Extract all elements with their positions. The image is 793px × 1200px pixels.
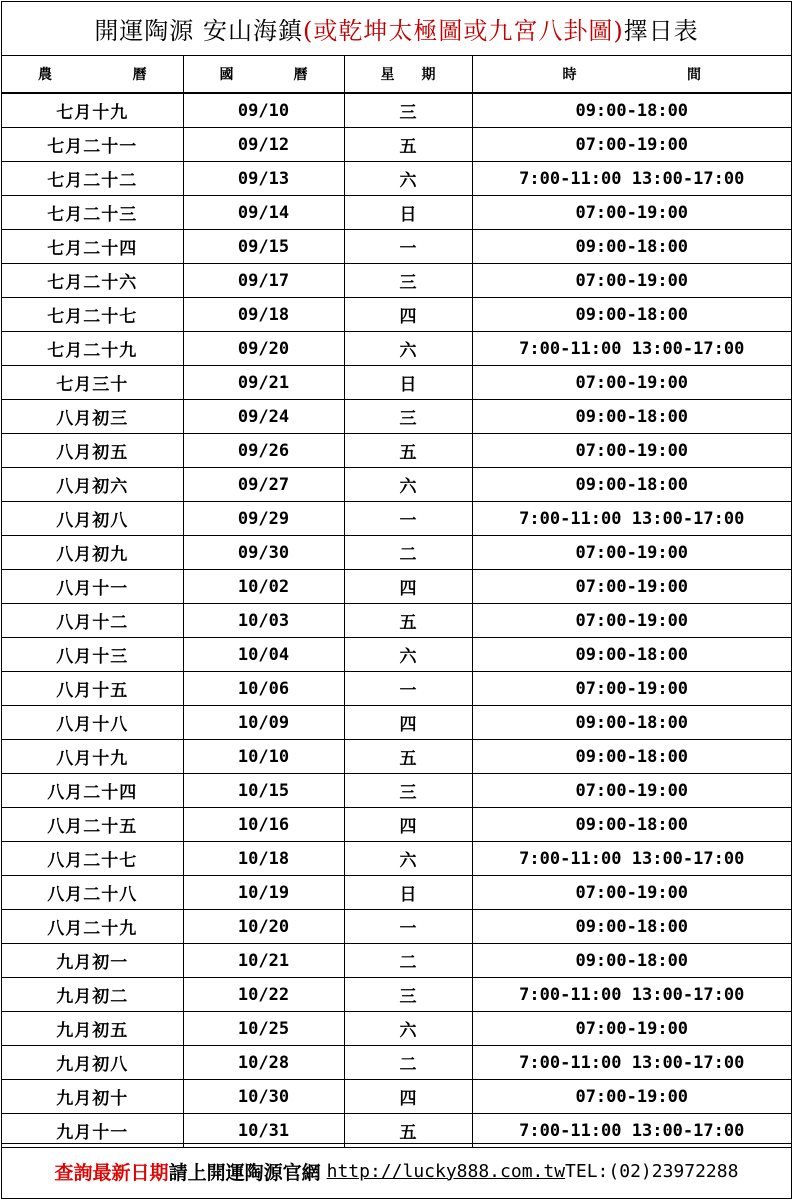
table-row <box>2 570 791 604</box>
title-main: 開運陶源 安山海鎮 <box>94 17 303 45</box>
lunar-date-cell: 八月十二 <box>2 604 183 638</box>
gregorian-date-cell: 09/12 <box>183 128 344 162</box>
time-range-cell: 07:00-19:00 <box>472 1080 791 1114</box>
table-row <box>2 468 791 502</box>
lunar-date-cell: 八月初三 <box>2 400 183 434</box>
weekday-cell: 五 <box>344 434 472 468</box>
schedule-table <box>2 56 791 1148</box>
lunar-date-cell: 八月二十八 <box>2 876 183 910</box>
lunar-date-cell: 七月二十七 <box>2 298 183 332</box>
gregorian-date-cell: 09/13 <box>183 162 344 196</box>
table-row <box>2 298 791 332</box>
weekday-cell: 日 <box>344 366 472 400</box>
header-lunar <box>2 56 183 93</box>
weekday-cell: 二 <box>344 1046 472 1080</box>
header-weekday <box>344 56 472 93</box>
lunar-date-cell: 七月二十六 <box>2 264 183 298</box>
gregorian-date-cell: 10/21 <box>183 944 344 978</box>
lunar-date-cell: 八月十九 <box>2 740 183 774</box>
weekday-cell: 日 <box>344 876 472 910</box>
time-range-cell: 07:00-19:00 <box>472 434 791 468</box>
title-tail: 擇日表 <box>623 17 699 45</box>
gregorian-date-cell: 10/02 <box>183 570 344 604</box>
gregorian-date-cell: 09/14 <box>183 196 344 230</box>
table-row <box>2 604 791 638</box>
lunar-date-cell: 七月二十二 <box>2 162 183 196</box>
weekday-cell: 六 <box>344 468 472 502</box>
time-range-cell: 09:00-18:00 <box>472 400 791 434</box>
weekday-cell: 四 <box>344 808 472 842</box>
table-row <box>2 876 791 910</box>
table-header-row <box>2 56 791 93</box>
table-row <box>2 978 791 1012</box>
time-range-cell: 07:00-19:00 <box>472 1012 791 1046</box>
time-range-cell: 7:00-11:00 13:00-17:00 <box>472 842 791 876</box>
gregorian-date-cell: 10/10 <box>183 740 344 774</box>
time-range-cell: 07:00-19:00 <box>472 672 791 706</box>
weekday-cell: 三 <box>344 93 472 128</box>
table-row <box>2 638 791 672</box>
gregorian-date-cell: 10/20 <box>183 910 344 944</box>
gregorian-date-cell: 10/15 <box>183 774 344 808</box>
weekday-cell: 四 <box>344 298 472 332</box>
weekday-cell: 五 <box>344 1114 472 1148</box>
table-row <box>2 264 791 298</box>
gregorian-date-cell: 09/18 <box>183 298 344 332</box>
footer-highlight: 查詢最新日期 <box>54 1161 169 1184</box>
lunar-date-cell: 七月二十四 <box>2 230 183 264</box>
weekday-cell: 六 <box>344 638 472 672</box>
header-gregorian-char-1: 國 <box>219 67 234 83</box>
header-time <box>472 56 791 93</box>
table-row <box>2 93 791 128</box>
gregorian-date-cell: 09/10 <box>183 93 344 128</box>
website-link[interactable]: http://lucky888.com.tw <box>326 1160 566 1182</box>
table-row <box>2 910 791 944</box>
table-row <box>2 672 791 706</box>
table-row <box>2 400 791 434</box>
time-range-cell: 07:00-19:00 <box>472 570 791 604</box>
gregorian-date-cell: 09/24 <box>183 400 344 434</box>
lunar-date-cell: 七月二十三 <box>2 196 183 230</box>
lunar-date-cell: 八月二十九 <box>2 910 183 944</box>
weekday-cell: 六 <box>344 842 472 876</box>
weekday-cell: 一 <box>344 672 472 706</box>
weekday-cell: 六 <box>344 1012 472 1046</box>
page-title <box>2 2 791 56</box>
lunar-date-cell: 八月初九 <box>2 536 183 570</box>
time-range-cell: 09:00-18:00 <box>472 808 791 842</box>
time-range-cell: 09:00-18:00 <box>472 298 791 332</box>
gregorian-date-cell: 09/29 <box>183 502 344 536</box>
lunar-date-cell: 九月初五 <box>2 1012 183 1046</box>
gregorian-date-cell: 09/26 <box>183 434 344 468</box>
footer-telephone: TEL:(02)23972288 <box>565 1160 739 1182</box>
table-row <box>2 1046 791 1080</box>
time-range-cell: 09:00-18:00 <box>472 468 791 502</box>
table-row <box>2 230 791 264</box>
lunar-date-cell: 八月二十七 <box>2 842 183 876</box>
gregorian-date-cell: 09/17 <box>183 264 344 298</box>
time-range-cell: 09:00-18:00 <box>472 706 791 740</box>
lunar-date-cell: 八月初五 <box>2 434 183 468</box>
header-time-char-2: 間 <box>687 67 701 83</box>
weekday-cell: 六 <box>344 332 472 366</box>
gregorian-date-cell: 10/18 <box>183 842 344 876</box>
time-range-cell: 07:00-19:00 <box>472 774 791 808</box>
table-row <box>2 128 791 162</box>
lunar-date-cell: 八月十一 <box>2 570 183 604</box>
gregorian-date-cell: 10/09 <box>183 706 344 740</box>
time-range-cell: 07:00-19:00 <box>472 604 791 638</box>
weekday-cell: 一 <box>344 230 472 264</box>
time-range-cell: 7:00-11:00 13:00-17:00 <box>472 1114 791 1148</box>
lunar-date-cell: 八月初八 <box>2 502 183 536</box>
gregorian-date-cell: 10/06 <box>183 672 344 706</box>
table-row <box>2 332 791 366</box>
gregorian-date-cell: 10/25 <box>183 1012 344 1046</box>
lunar-date-cell: 七月二十九 <box>2 332 183 366</box>
time-range-cell: 07:00-19:00 <box>472 536 791 570</box>
lunar-date-cell: 八月十三 <box>2 638 183 672</box>
table-row <box>2 944 791 978</box>
time-range-cell: 09:00-18:00 <box>472 740 791 774</box>
header-weekday-char-2: 期 <box>421 67 436 83</box>
gregorian-date-cell: 09/21 <box>183 366 344 400</box>
header-time-char-1: 時 <box>562 67 577 83</box>
lunar-date-cell: 八月十五 <box>2 672 183 706</box>
table-row <box>2 434 791 468</box>
table-row <box>2 366 791 400</box>
header-gregorian-char-2: 曆 <box>293 67 308 83</box>
weekday-cell: 三 <box>344 400 472 434</box>
lunar-date-cell: 八月初六 <box>2 468 183 502</box>
lunar-date-cell: 七月二十一 <box>2 128 183 162</box>
weekday-cell: 三 <box>344 264 472 298</box>
time-range-cell: 09:00-18:00 <box>472 638 791 672</box>
weekday-cell: 一 <box>344 502 472 536</box>
table-row <box>2 842 791 876</box>
weekday-cell: 四 <box>344 570 472 604</box>
time-range-cell: 7:00-11:00 13:00-17:00 <box>472 502 791 536</box>
time-range-cell: 07:00-19:00 <box>472 264 791 298</box>
lunar-date-cell: 九月十一 <box>2 1114 183 1148</box>
time-range-cell: 7:00-11:00 13:00-17:00 <box>472 332 791 366</box>
table-row <box>2 1012 791 1046</box>
time-range-cell: 7:00-11:00 13:00-17:00 <box>472 162 791 196</box>
weekday-cell: 二 <box>344 536 472 570</box>
lunar-date-cell: 九月初二 <box>2 978 183 1012</box>
gregorian-date-cell: 09/15 <box>183 230 344 264</box>
weekday-cell: 三 <box>344 774 472 808</box>
lunar-date-cell: 七月十九 <box>2 93 183 128</box>
table-row <box>2 196 791 230</box>
table-row <box>2 740 791 774</box>
time-range-cell: 09:00-18:00 <box>472 944 791 978</box>
gregorian-date-cell: 09/20 <box>183 332 344 366</box>
time-range-cell: 7:00-11:00 13:00-17:00 <box>472 978 791 1012</box>
footer-text: 請上開運陶源官網 <box>168 1161 321 1184</box>
header-lunar-char-1: 農 <box>38 67 52 83</box>
time-range-cell: 07:00-19:00 <box>472 366 791 400</box>
gregorian-date-cell: 10/16 <box>183 808 344 842</box>
table-row <box>2 536 791 570</box>
lunar-date-cell: 八月十八 <box>2 706 183 740</box>
weekday-cell: 五 <box>344 128 472 162</box>
gregorian-date-cell: 10/03 <box>183 604 344 638</box>
gregorian-date-cell: 09/27 <box>183 468 344 502</box>
time-range-cell: 7:00-11:00 13:00-17:00 <box>472 1046 791 1080</box>
gregorian-date-cell: 10/28 <box>183 1046 344 1080</box>
weekday-cell: 二 <box>344 944 472 978</box>
time-range-cell: 07:00-19:00 <box>472 876 791 910</box>
table-row <box>2 162 791 196</box>
time-range-cell: 07:00-19:00 <box>472 128 791 162</box>
schedule-sheet <box>1 1 792 1199</box>
time-range-cell: 09:00-18:00 <box>472 910 791 944</box>
gregorian-date-cell: 10/22 <box>183 978 344 1012</box>
lunar-date-cell: 八月二十五 <box>2 808 183 842</box>
table-row <box>2 706 791 740</box>
time-range-cell: 09:00-18:00 <box>472 230 791 264</box>
lunar-date-cell: 九月初八 <box>2 1046 183 1080</box>
time-range-cell: 07:00-19:00 <box>472 196 791 230</box>
weekday-cell: 五 <box>344 740 472 774</box>
lunar-date-cell: 七月三十 <box>2 366 183 400</box>
table-row <box>2 774 791 808</box>
header-lunar-char-2: 曆 <box>132 67 147 83</box>
title-subtitle: (或乾坤太極圖或九宮八卦圖) <box>302 17 624 45</box>
gregorian-date-cell: 09/30 <box>183 536 344 570</box>
weekday-cell: 一 <box>344 910 472 944</box>
gregorian-date-cell: 10/04 <box>183 638 344 672</box>
table-row <box>2 1080 791 1114</box>
gregorian-date-cell: 10/30 <box>183 1080 344 1114</box>
time-range-cell: 09:00-18:00 <box>472 93 791 128</box>
weekday-cell: 五 <box>344 604 472 638</box>
weekday-cell: 四 <box>344 706 472 740</box>
header-gregorian <box>183 56 344 93</box>
weekday-cell: 日 <box>344 196 472 230</box>
gregorian-date-cell: 10/19 <box>183 876 344 910</box>
table-row <box>2 502 791 536</box>
header-weekday-char-1: 星 <box>380 67 395 83</box>
footer <box>2 1143 791 1198</box>
weekday-cell: 四 <box>344 1080 472 1114</box>
lunar-date-cell: 九月初一 <box>2 944 183 978</box>
lunar-date-cell: 八月二十四 <box>2 774 183 808</box>
lunar-date-cell: 九月初十 <box>2 1080 183 1114</box>
table-row <box>2 808 791 842</box>
weekday-cell: 六 <box>344 162 472 196</box>
gregorian-date-cell: 10/31 <box>183 1114 344 1148</box>
weekday-cell: 三 <box>344 978 472 1012</box>
